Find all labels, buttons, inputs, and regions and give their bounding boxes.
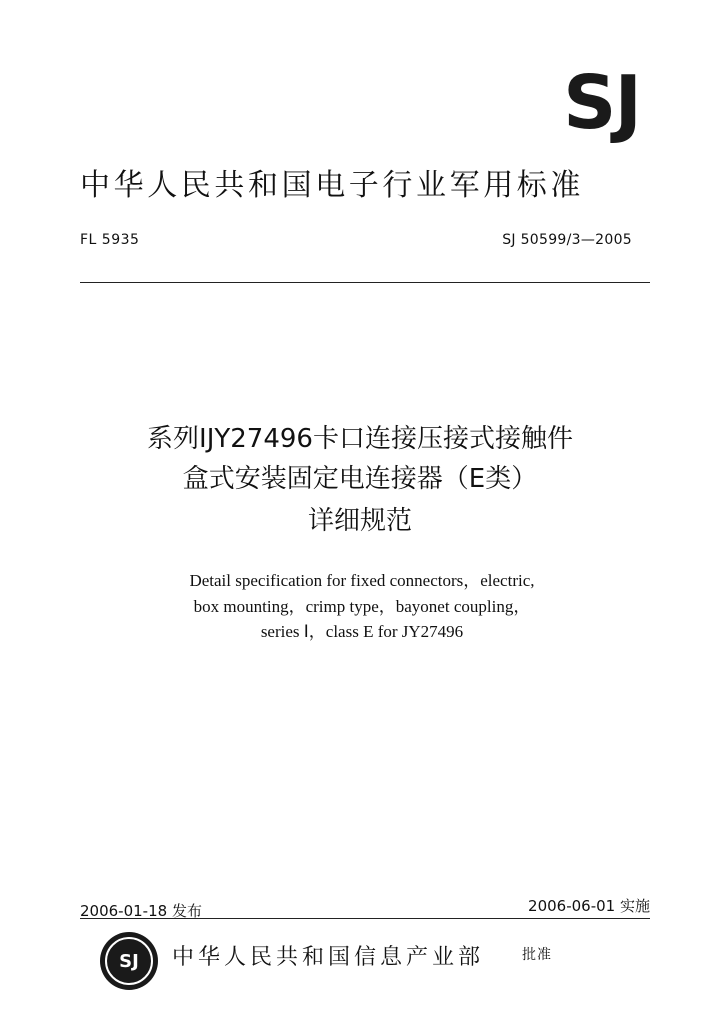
implementation-date: 2006-06-01 实施	[528, 897, 650, 915]
issue-date: 2006-01-18 发布	[80, 902, 202, 920]
issuing-ministry: 中华人民共和国信息产业部	[172, 945, 485, 970]
document-title-en-line1: Detail specification for fixed connectors，electric,	[189, 571, 535, 590]
document-title-zh-line1: 系列ⅠJY27496卡口连接压接式接触件	[147, 424, 573, 454]
approval-label: 批准	[522, 947, 552, 963]
standard-category-title: 中华人民共和国电子行业军用标准	[80, 168, 584, 203]
header-divider	[80, 282, 650, 283]
fl-code: FL 5935	[80, 232, 140, 248]
document-title-zh-line3: 详细规范	[307, 506, 412, 536]
sj-logo: SJ	[563, 60, 640, 146]
footer-divider	[80, 918, 650, 919]
standard-number: SJ 50599/3—2005	[502, 232, 632, 248]
document-title-zh-line2: 盒式安装固定电连接器（E类）	[182, 464, 538, 494]
document-title-en-line2: box mounting，crimp type，bayonet coupling，	[193, 597, 531, 616]
ministry-seal-icon	[100, 932, 158, 990]
seal-text: SJ	[105, 937, 153, 985]
document-title-en-line3: series Ⅰ，class E for JY27496	[260, 622, 464, 641]
